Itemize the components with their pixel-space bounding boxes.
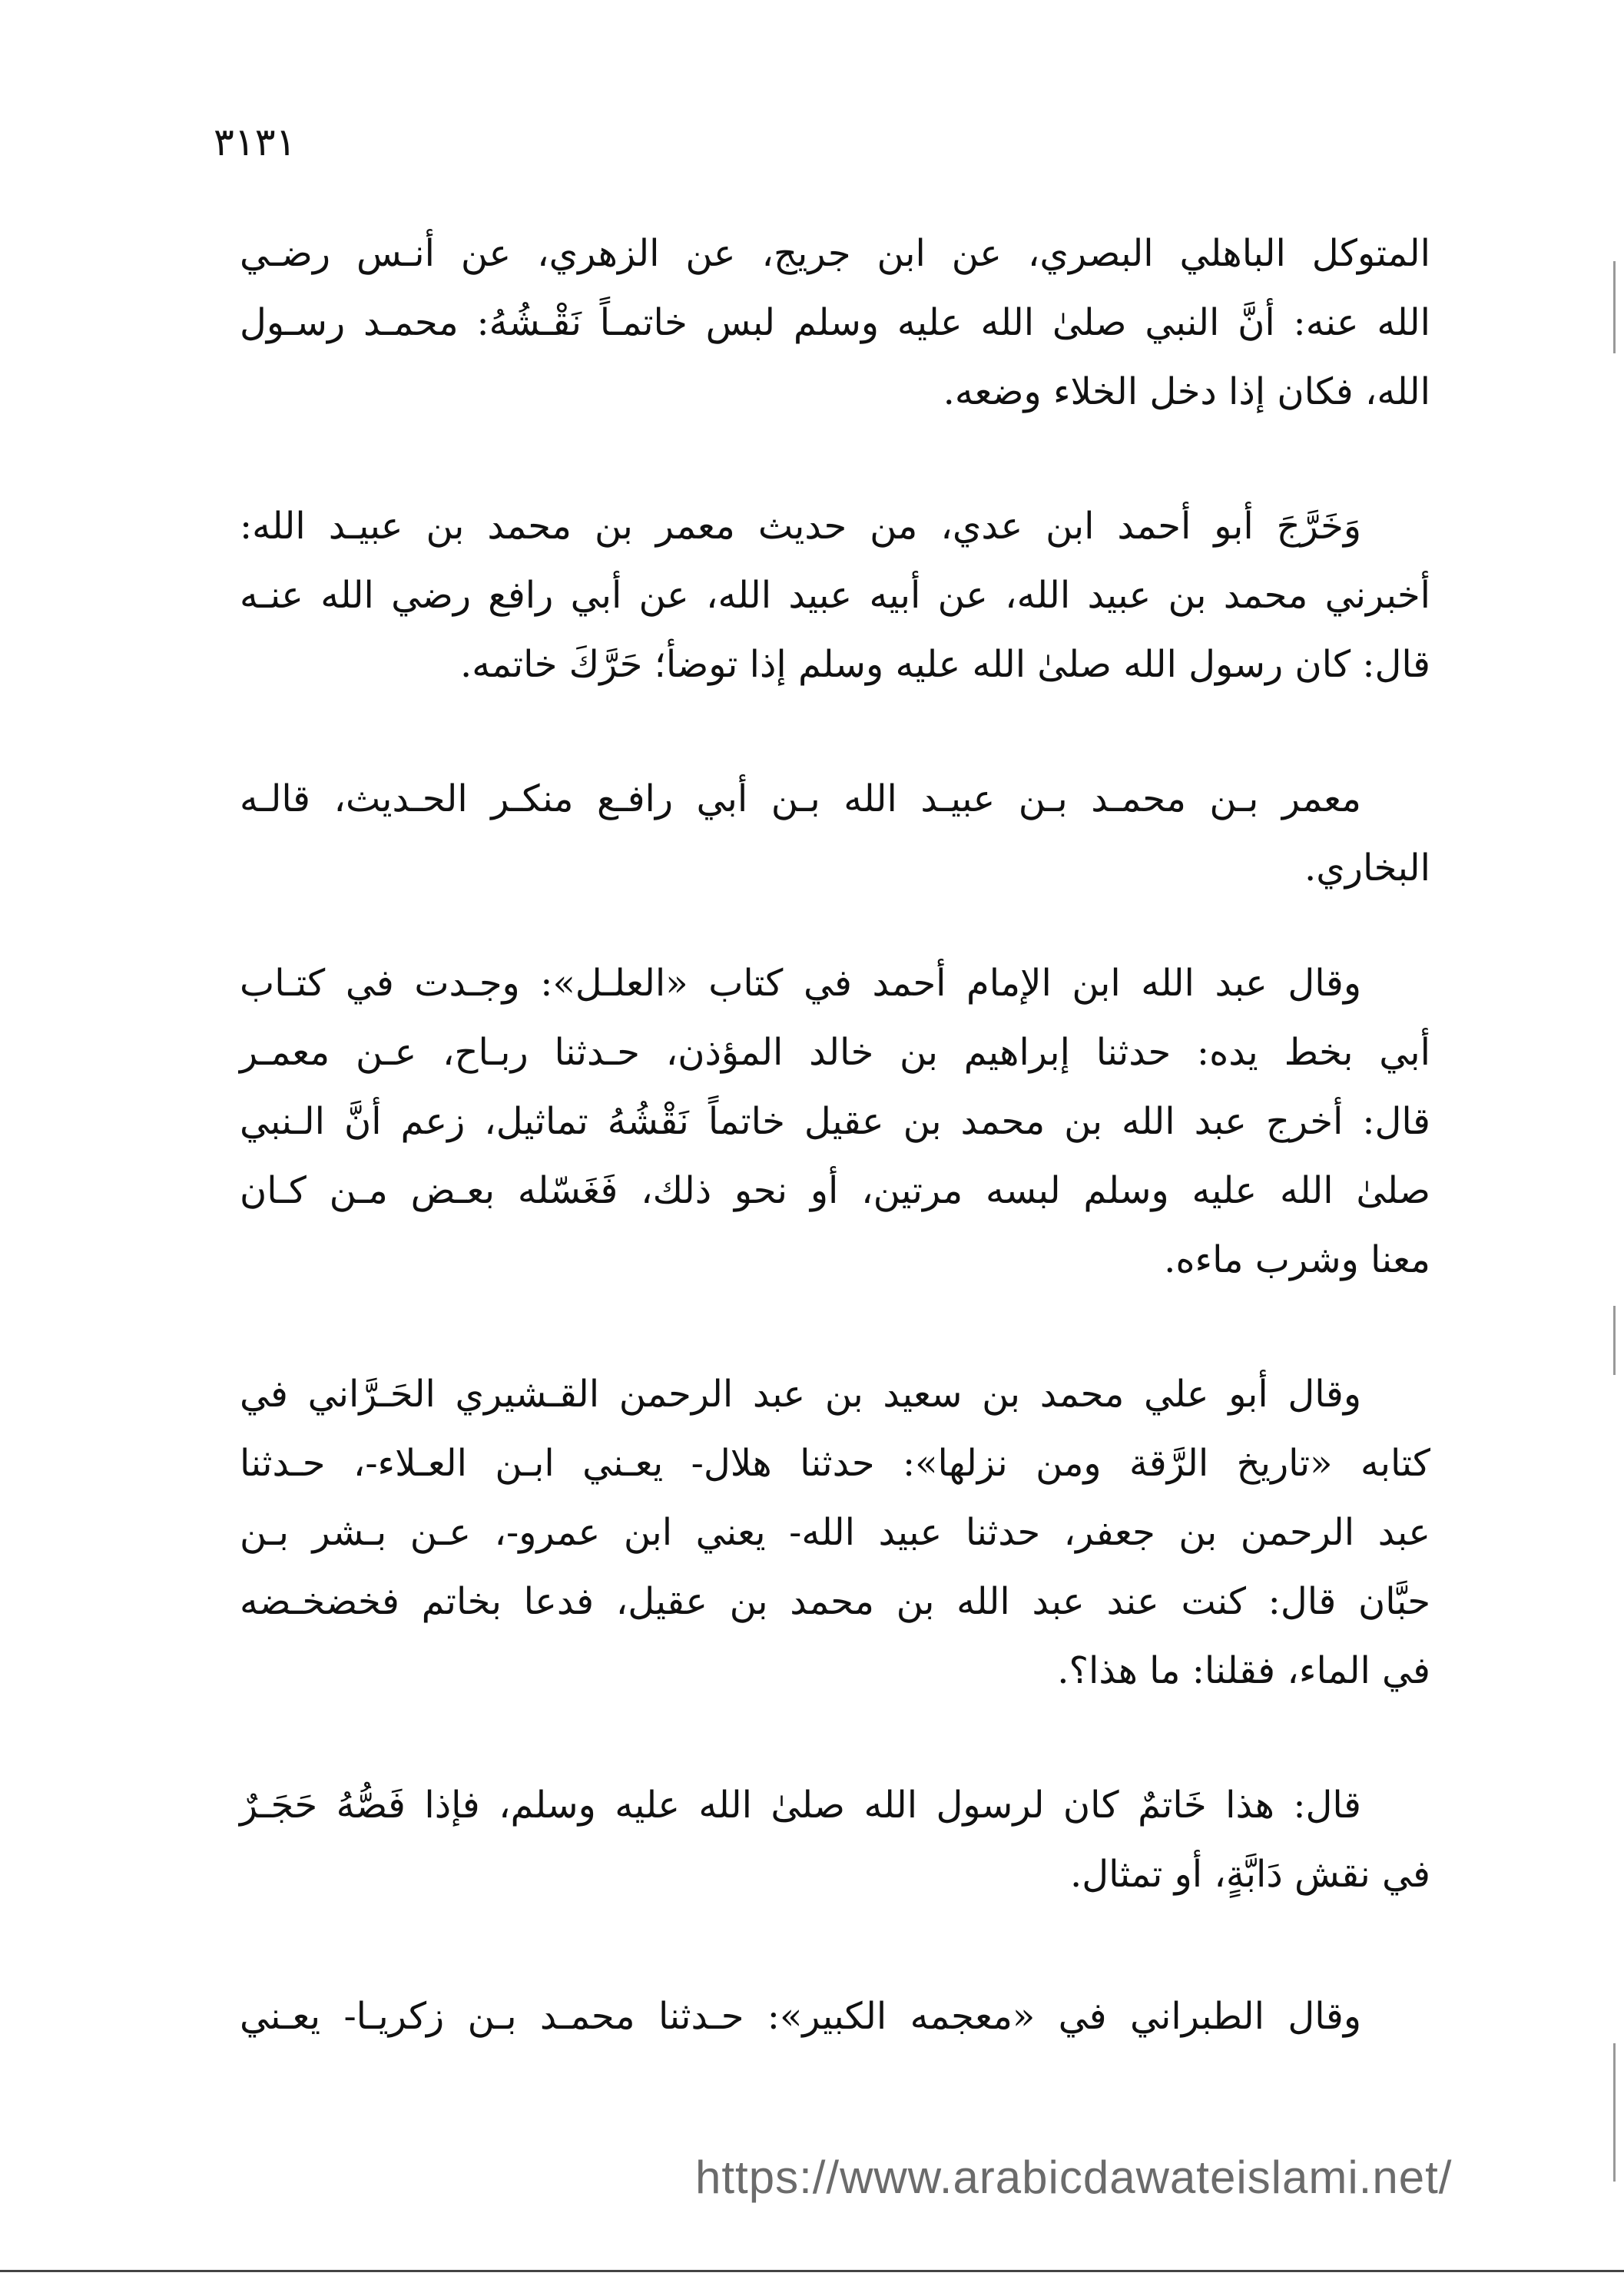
bottom-border-line — [0, 2270, 1624, 2272]
text-line: وَخَرَّجَ أبو أحمد ابن عدي، من حديث معمر بن محمد بن عبيـد الله: — [240, 505, 1361, 548]
text-line: وقال عبد الله ابن الإمام أحمد في كتاب «العلـل»: وجـدت في كتـاب — [240, 962, 1361, 1005]
text-line: أبي بخط يده: حدثنا إبراهيم بن خالد المؤذن، حـدثنا ربـاح، عـن معمـر — [240, 1031, 1431, 1074]
text-line: صلىٰ الله عليه وسلم لبسه مرتين، أو نحو ذلك، فَغَسّله بعـض مـن كـان — [240, 1169, 1430, 1212]
scan-edge-mark — [1613, 1306, 1616, 1375]
text-line: الله عنه: أنَّ النبي صلىٰ الله عليه وسلم لبس خاتمـاً نَقْـشُهُ: محمـد رسـول — [240, 301, 1430, 344]
scan-edge-mark — [1613, 261, 1616, 353]
text-line: قال: هذا خَاتمٌ كان لرسول الله صلىٰ الله عليه وسلم، فإذا فَصُّهُ حَجَـرٌ — [240, 1784, 1361, 1827]
text-line: قال: كان رسول الله صلىٰ الله عليه وسلم إذا توضأ؛ حَرَّكَ خاتمه. — [459, 643, 1430, 686]
text-line: في نقش دَابَّةٍ، أو تمثال. — [1070, 1853, 1430, 1896]
text-line: في الماء، فقلنا: ما هذا؟. — [1057, 1649, 1430, 1692]
text-line: وقال أبو علي محمد بن سعيد بن عبد الرحمن القـشيري الحَـرَّاني في — [240, 1373, 1361, 1416]
text-line: البخاري. — [1304, 846, 1430, 890]
paragraph-7 — [240, 1982, 1430, 2051]
text-line: عبد الرحمن بن جعفر، حدثنا عبيد الله- يعني ابن عمرو-، عـن بـشر بـن — [240, 1511, 1430, 1554]
text-line: وقال الطبراني في «معجمه الكبير»: حـدثنا محمـد بـن زكريـا- يعـني — [240, 1995, 1361, 2038]
page-number: ٣١٣١ — [214, 120, 297, 164]
scan-edge-mark — [1613, 2043, 1616, 2182]
text-line: معمر بـن محمـد بـن عبيـد الله بـن أبي رافـع منكـر الحـديث، قالـه — [240, 777, 1361, 820]
text-line: الله، فكان إذا دخل الخلاء وضعه. — [943, 370, 1430, 413]
text-line: قال: أخرج عبد الله بن محمد بن عقيل خاتماً نَقْشُهُ تماثيل، زعم أنَّ الـنبي — [240, 1100, 1431, 1143]
paragraph-3 — [240, 764, 1430, 903]
text-line: المتوكل الباهلي البصري، عن ابن جريج، عن الزهري، عن أنـس رضـي — [240, 232, 1430, 275]
paragraph-5 — [240, 1360, 1430, 1705]
paragraph-2 — [240, 492, 1430, 699]
paragraph-1 — [240, 219, 1430, 426]
paragraph-4 — [240, 949, 1430, 1294]
text-line: كتابه «تاريخ الرَّقة ومن نزلها»: حدثنا هلال- يعـني ابـن العـلاء-، حـدثنا — [240, 1442, 1430, 1485]
text-line: معنا وشرب ماءه. — [1164, 1238, 1430, 1281]
watermark-url: https://www.arabicdawateislami.net/ — [695, 2152, 1453, 2203]
paragraph-6 — [240, 1771, 1430, 1909]
text-line: حبَّان قال: كنت عند عبد الله بن محمد بن عقيل، فدعا بخاتم فخضخـضه — [240, 1580, 1430, 1623]
text-line: أخبرني محمد بن عبيد الله، عن أبيه عبيد الله، عن أبي رافع رضي الله عنـه — [240, 574, 1430, 617]
